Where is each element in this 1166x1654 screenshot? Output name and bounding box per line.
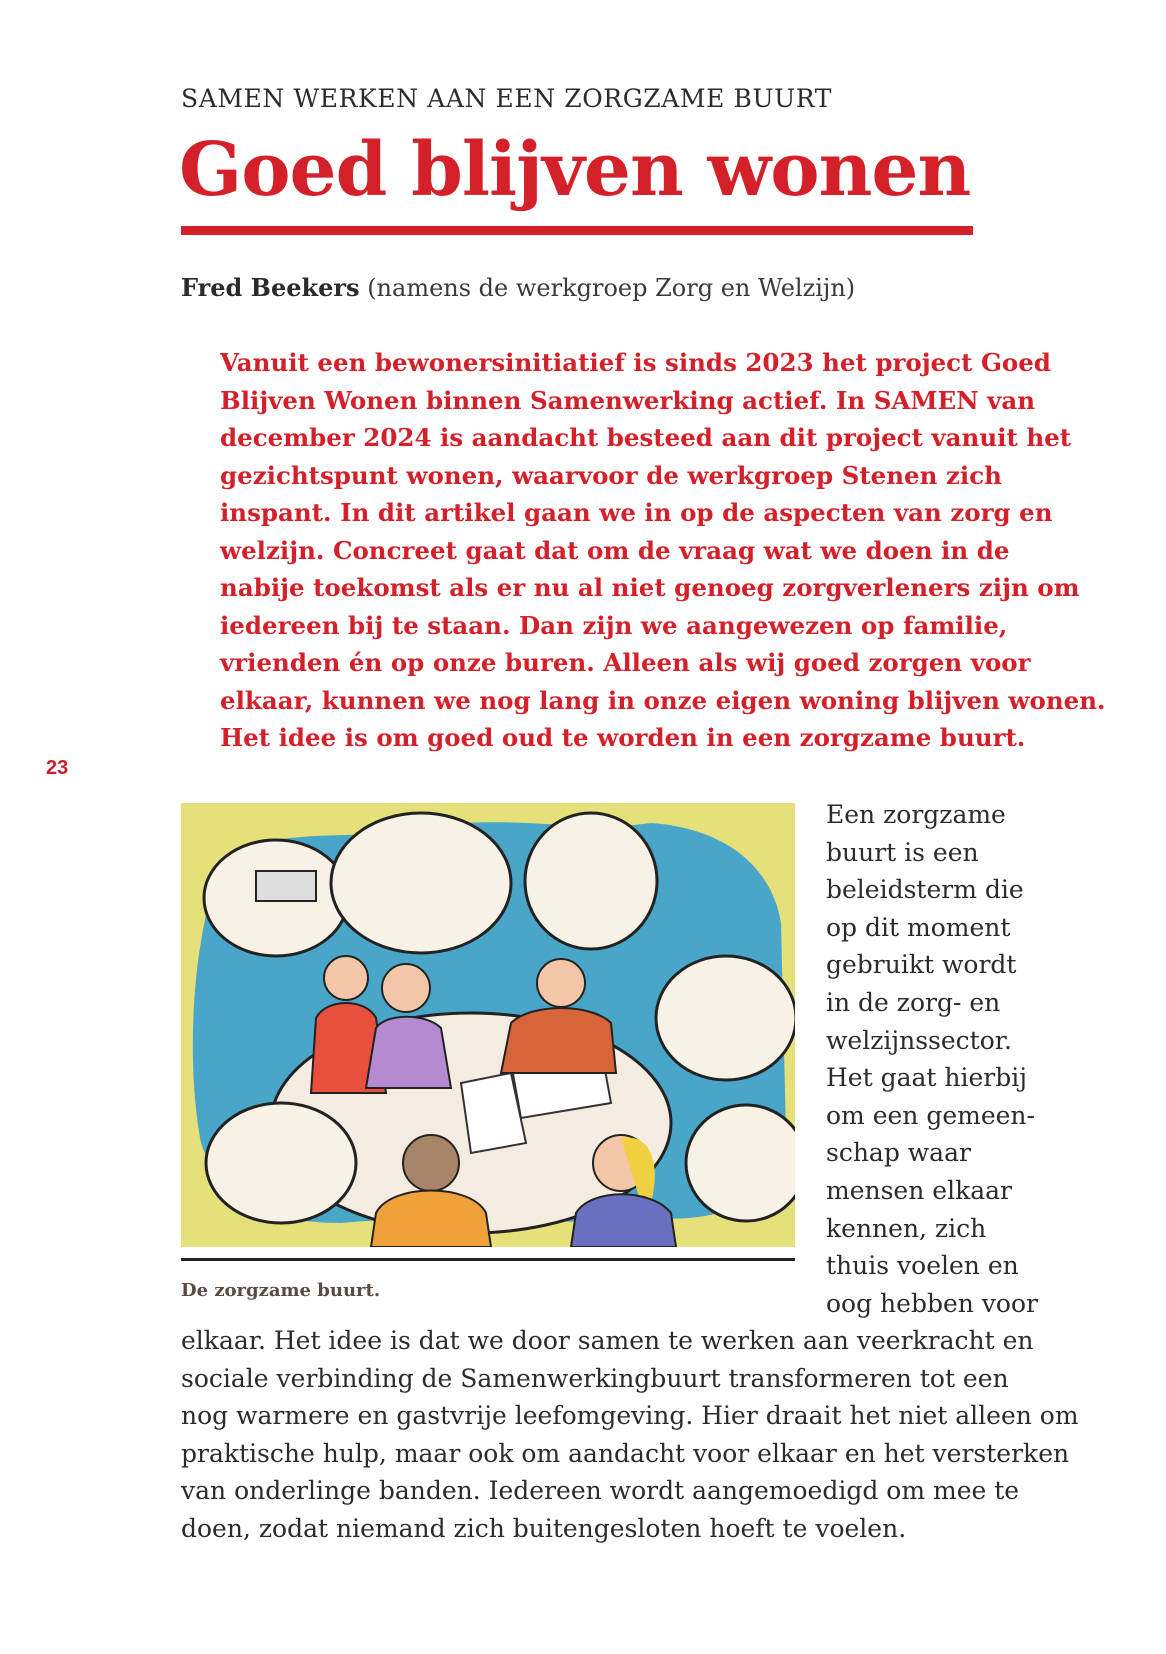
intro-line: inspant. In dit artikel gaan we in op de aspecten van zorg en	[220, 498, 1053, 527]
body-line: buurt is een	[826, 837, 979, 867]
body-line: praktische hulp, maar ook om aandacht voor elkaar en het versterken	[181, 1438, 1070, 1468]
body-line: op dit moment	[826, 912, 1011, 942]
body-line: gebruikt wordt	[826, 950, 1017, 980]
intro-line: elkaar, kunnen we nog lang in onze eigen woning blijven wonen.	[220, 685, 1106, 715]
body-line: kennen, zich	[826, 1213, 987, 1243]
body-line: oog hebben voor	[826, 1288, 1038, 1318]
byline	[181, 273, 855, 302]
body-line: elkaar. Het idee is dat we door samen te werken aan veerkracht en	[181, 1326, 1034, 1355]
body-line: doen, zodat niemand zich buitengesloten hoeft te voelen.	[181, 1513, 907, 1543]
page-number: 23	[46, 757, 69, 779]
article-title: Goed blijven wonen	[179, 127, 971, 213]
section-kicker: SAMEN WERKEN AAN EEN ZORGZAME BUURT	[181, 84, 833, 113]
author-affiliation: (namens de werkgroep Zorg en Welzijn)	[367, 274, 856, 302]
intro-line: Vanuit een bewonersinitiatief is sinds 2023 het project Goed	[220, 348, 1051, 377]
intro-line: december 2024 is aandacht besteed aan dit project vanuit het	[220, 423, 1072, 452]
body-line: in de zorg- en	[826, 987, 1001, 1017]
intro-line: vrienden én op onze buren. Alleen als wij goed zorgen voor	[220, 648, 1031, 677]
body-paragraph	[181, 1322, 1079, 1548]
illustration-neighbourhood-icon	[181, 803, 795, 1247]
intro-line: iedereen bij te staan. Dan zijn we aangewezen op familie,	[220, 610, 1008, 640]
body-line: schap waar	[826, 1138, 971, 1168]
intro-paragraph	[220, 344, 1106, 757]
body-line: sociale verbinding de Samenwerkingbuurt transformeren tot een	[181, 1363, 1009, 1393]
body-line: beleidsterm die	[826, 875, 1024, 905]
intro-line: Het idee is om goed oud te worden in een zorgzame buurt.	[220, 723, 1026, 752]
title-underline	[181, 226, 973, 235]
body-line: mensen elkaar	[826, 1175, 1012, 1205]
body-line: om een gemeen-	[826, 1100, 1035, 1130]
body-line: van onderlinge banden. Iedereen wordt aangemoedigd om mee te	[181, 1476, 1020, 1506]
body-line: nog warmere en gastvrije leefomgeving. Hier draait het niet alleen om	[181, 1401, 1079, 1431]
figure-divider	[181, 1258, 795, 1261]
author-name: Fred Beekers	[181, 273, 360, 302]
intro-line: welzijn. Concreet gaat dat om de vraag wat we doen in de	[220, 535, 1010, 565]
intro-line: gezichtspunt wonen, waarvoor de werkgroep Stenen zich	[220, 460, 1002, 490]
body-side-column	[826, 796, 1056, 1322]
body-line: welzijnssector.	[826, 1025, 1012, 1055]
intro-line: nabije toekomst als er nu al niet genoeg zorgverleners zijn om	[220, 573, 1080, 602]
body-line: Het gaat hierbij	[826, 1063, 1027, 1093]
body-line: Een zorgzame	[826, 800, 1006, 829]
body-line: thuis voelen en	[826, 1251, 1019, 1281]
intro-line: Blijven Wonen binnen Samenwerking actief. In SAMEN van	[220, 385, 1036, 415]
figure-caption: De zorgzame buurt.	[181, 1280, 381, 1301]
